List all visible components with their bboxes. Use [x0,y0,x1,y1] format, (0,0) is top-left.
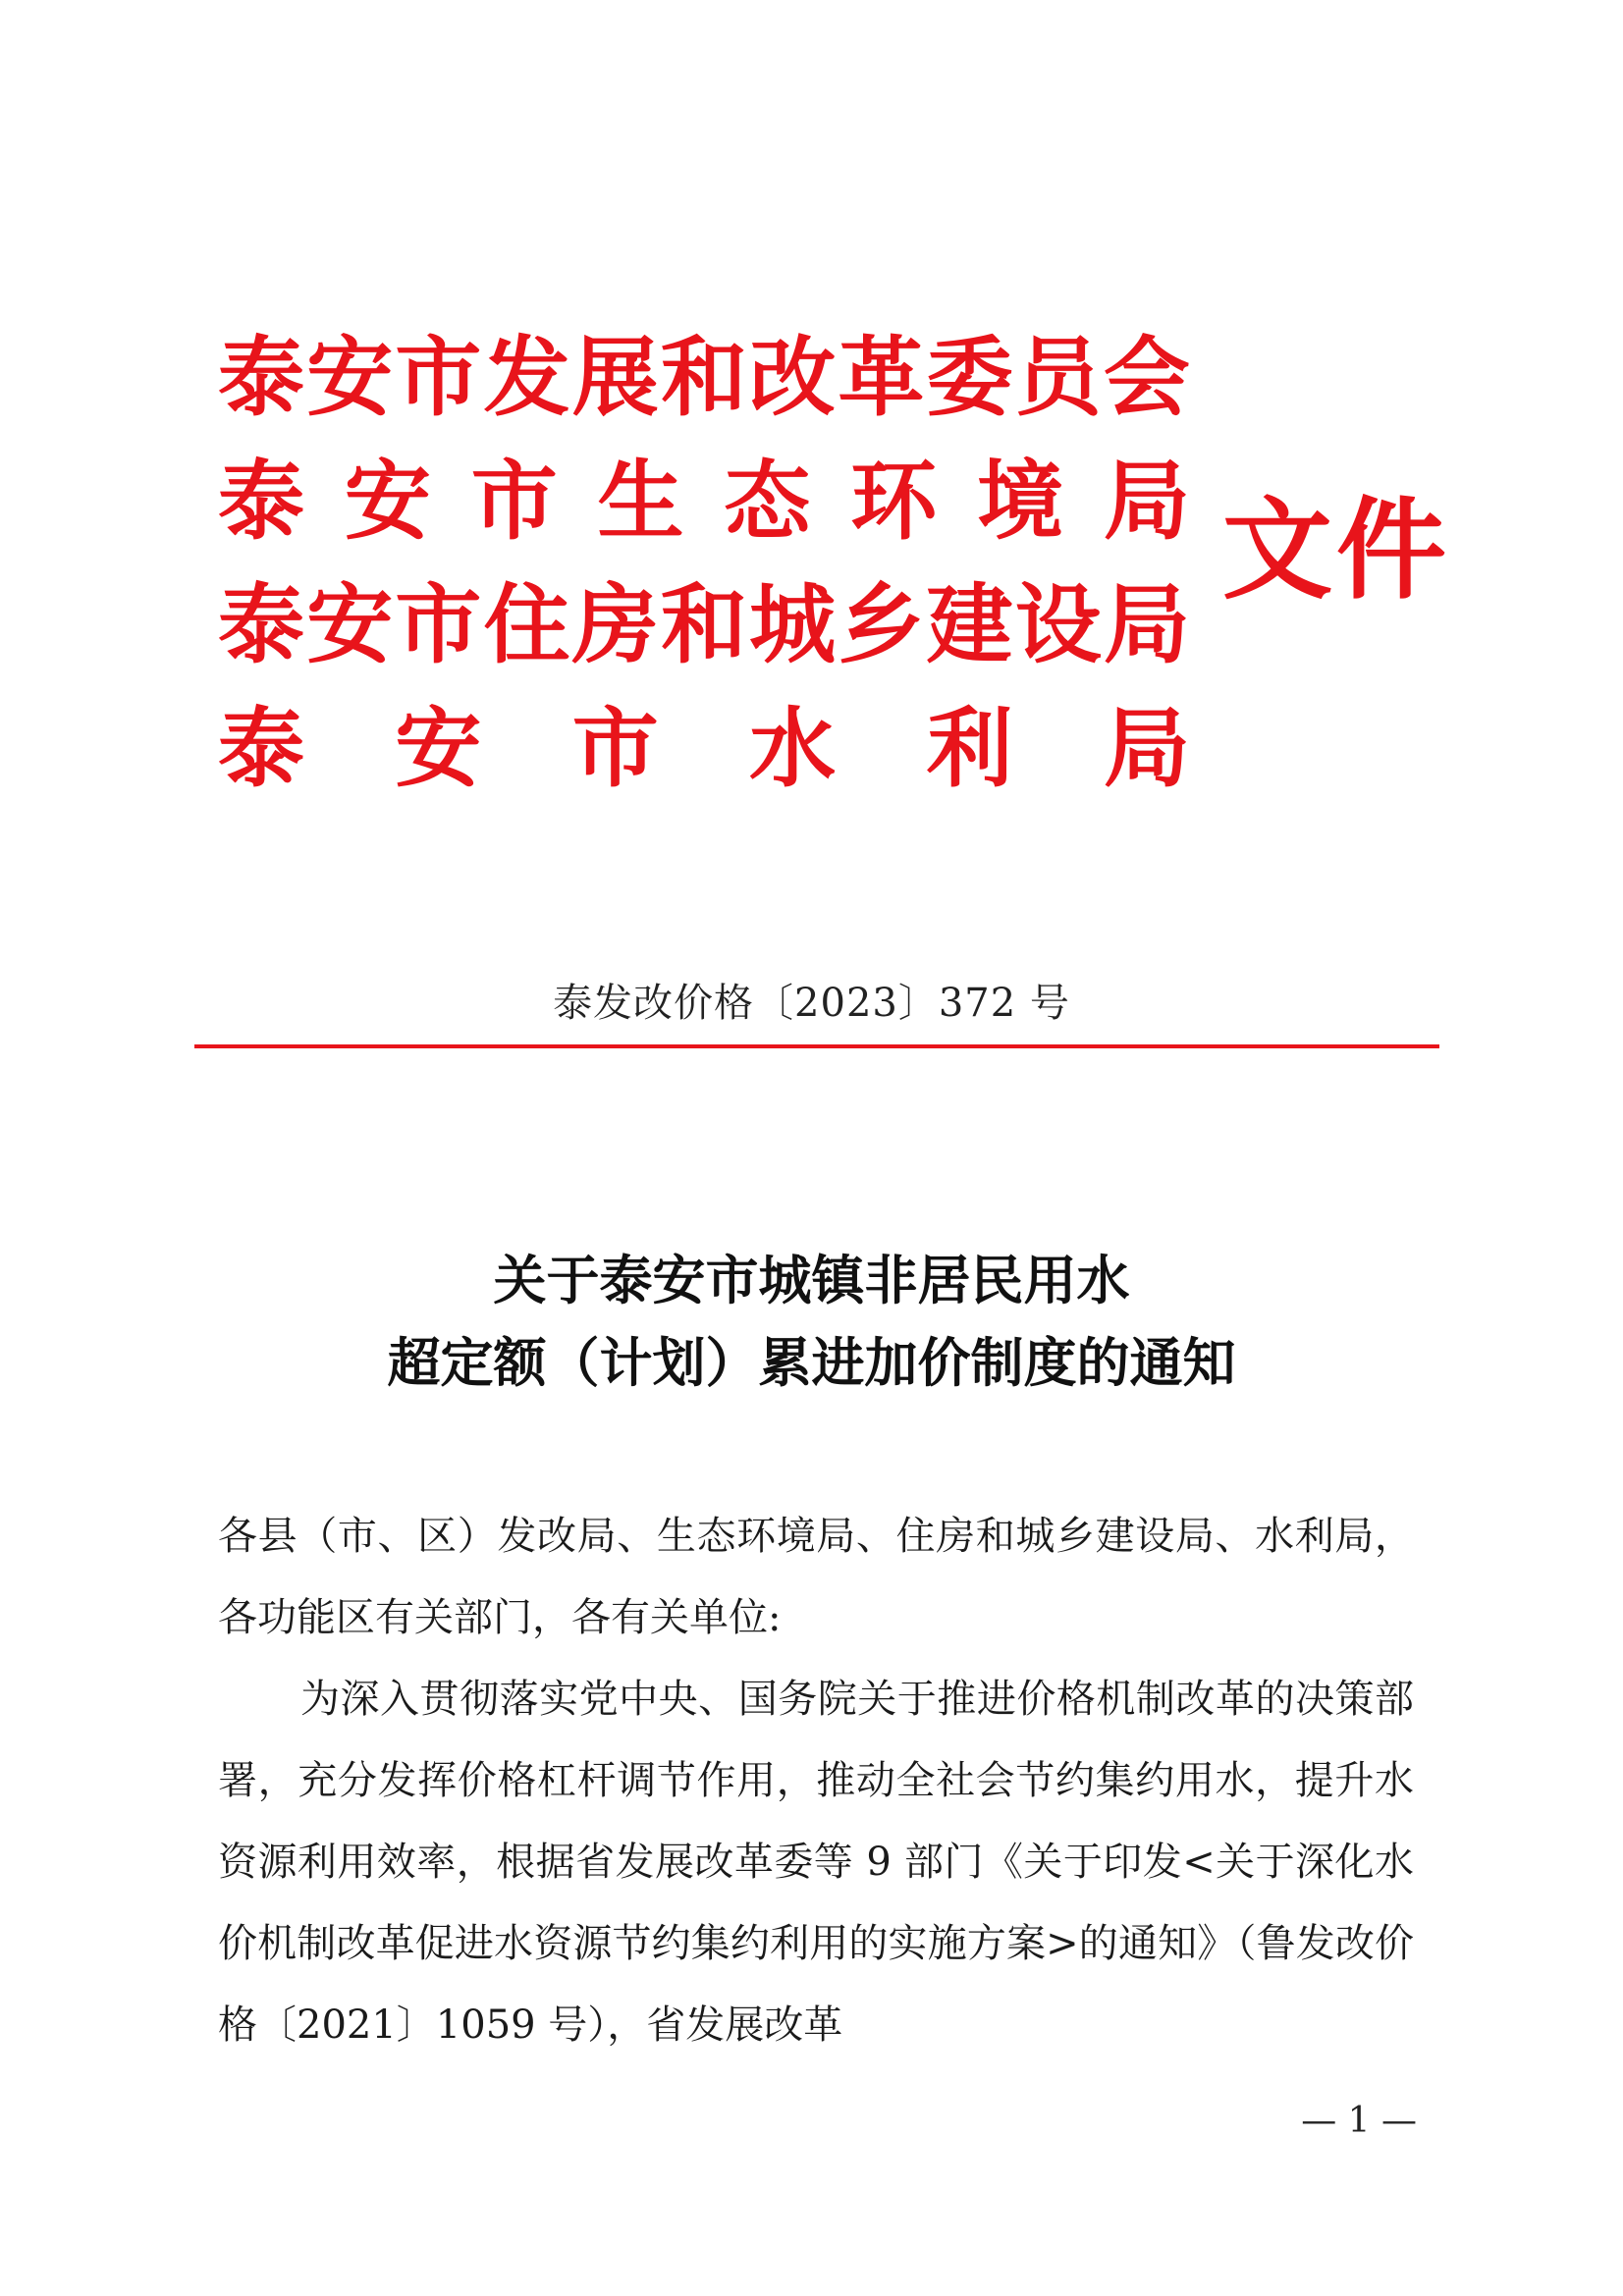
issuer-char: 市 [470,451,558,552]
issuer-char: 局 [1103,451,1190,552]
issuer-char: 安 [306,327,394,428]
issuer-char: 泰 [218,698,305,799]
issuer-line-2 [218,448,1190,556]
issuer-line-1 [218,324,1190,432]
document-title [0,1239,1623,1404]
issuer-char: 发 [483,327,570,428]
issuer-char: 泰 [218,451,305,552]
issuer-char: 市 [395,574,482,675]
document-suffix: 文件 [1222,487,1450,614]
issuer-char: 乡 [838,574,925,675]
body-text [218,1496,1414,2066]
issuer-block [218,312,1200,803]
issuer-char: 市 [571,698,659,799]
issuer-line-4 [218,695,1190,803]
issuer-char: 局 [1103,574,1190,675]
document-number: 泰发改价格〔2023〕372 号 [553,981,1070,1026]
issuer-char: 生 [597,451,684,552]
issuer-char: 态 [724,451,811,552]
issuer-char: 委 [926,327,1013,428]
issuer-char: 水 [749,698,837,799]
issuer-char: 建 [926,574,1013,675]
issuer-char: 房 [571,574,659,675]
issuer-char: 境 [977,451,1064,552]
issuer-char: 利 [926,698,1013,799]
issuer-char: 安 [344,451,431,552]
issuer-char: 展 [571,327,659,428]
issuer-char: 泰 [218,327,305,428]
paragraph-1: 为深入贯彻落实党中央、国务院关于推进价格机制改革的决策部署，充分发挥价格杠杆调节作用，推动全社会节约集约用水，提升水资源利用效率，根据省发展改革委等 9 部门《关于印发<关于深化水价机制改革促进水资源节约集约利用的实施方案>的通知》（鲁发改价格〔2021〕1059 号），省发展改革 [218,1677,1414,2048]
issuer-char: 安 [306,574,394,675]
issuer-char: 改 [749,327,837,428]
issuer-char: 和 [660,327,747,428]
issuer-char: 住 [483,574,570,675]
issuer-char: 设 [1014,574,1102,675]
issuer-char: 市 [395,327,482,428]
issuer-char: 和 [660,574,747,675]
issuer-char: 会 [1103,327,1190,428]
title-line-1: 关于泰安市城镇非居民用水 [493,1249,1130,1311]
page-number: — 1 — [1301,2101,1417,2141]
addressee: 各县（市、区）发改局、生态环境局、住房和城乡建设局、水利局，各功能区有关部门，各有关单位: [218,1514,1414,1640]
issuer-char: 环 [850,451,938,552]
issuer-char: 局 [1103,698,1190,799]
issuer-char: 泰 [218,574,305,675]
issuer-char: 城 [749,574,837,675]
issuer-char: 革 [838,327,925,428]
issuer-line-3 [218,571,1190,679]
issuer-char: 员 [1014,327,1102,428]
red-divider [194,1044,1439,1048]
issuer-char: 安 [395,698,482,799]
title-line-2: 超定额（计划）累进加价制度的通知 [387,1331,1236,1394]
